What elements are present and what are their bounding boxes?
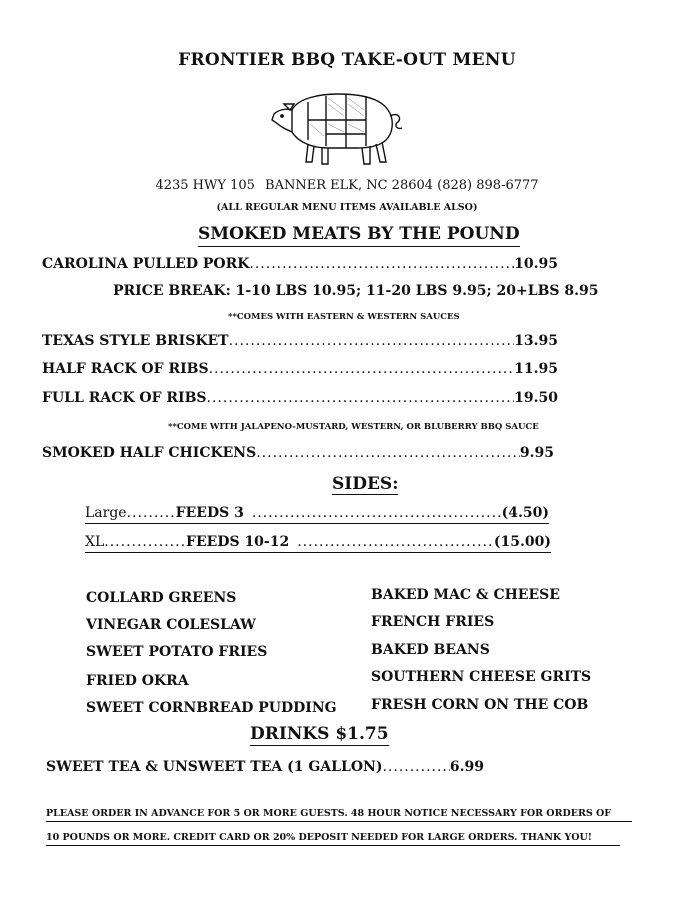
leader-dots [207, 390, 515, 406]
item-price: 19.50 [514, 390, 558, 406]
street-address: 4235 HWY 105 [155, 178, 255, 193]
drinks-heading: DRINKS $1.75 [250, 724, 389, 744]
item-half-rack [42, 361, 558, 377]
item-full-rack [42, 390, 558, 406]
item-pulled-pork [42, 256, 558, 272]
leader-dots [229, 333, 515, 349]
leader-dots [297, 534, 494, 550]
size-xl: XL ............... FEEDS 10-12 ..... (15.00) [85, 534, 551, 553]
leader-dots [256, 445, 520, 461]
size-feeds: FEEDS 10-12 [186, 534, 290, 550]
item-name: SWEET TEA & UNSWEET TEA (1 GALLON) [46, 759, 383, 775]
item-half-chickens [42, 445, 554, 461]
sides-heading [332, 474, 398, 494]
side-item: COLLARD GREENS [86, 590, 237, 606]
size-price: (15.00) [493, 534, 551, 550]
item-price: 13.95 [514, 333, 558, 349]
address-line [0, 178, 694, 193]
sides-heading-text: SIDES: [332, 474, 399, 494]
pig-butcher-cuts-icon [268, 80, 408, 168]
side-item: SWEET CORNBREAD PUDDING [86, 700, 337, 716]
size-large: Large ......... FEEDS 3 ..... (4.50) [85, 505, 549, 524]
item-tea [46, 759, 484, 775]
item-price: 10.95 [514, 256, 558, 272]
size-price: (4.50) [501, 505, 549, 521]
item-name: SMOKED HALF CHICKENS [42, 445, 257, 461]
leader-dots [249, 256, 514, 272]
footer-notice-line-1: PLEASE ORDER IN ADVANCE FOR 5 OR MORE GUESTS. 48 HOUR NOTICE NECESSARY FOR ORDERS OF [46, 808, 632, 822]
side-item: FRENCH FRIES [371, 614, 495, 630]
price-break: PRICE BREAK: 1-10 LBS 10.95; 11-20 LBS 9.95; 20+LBS 8.95 [113, 283, 599, 299]
leader-dots [382, 759, 449, 775]
item-brisket [42, 333, 558, 349]
smoked-meats-heading: SMOKED MEATS BY THE POUND [198, 224, 520, 247]
side-item: FRIED OKRA [86, 673, 189, 689]
item-name: TEXAS STYLE BRISKET [42, 333, 229, 349]
leader-dots [209, 361, 515, 377]
leader-dots [252, 505, 502, 521]
item-price: 11.95 [514, 361, 558, 377]
regular-menu-note: (ALL REGULAR MENU ITEMS AVAILABLE ALSO) [216, 202, 478, 213]
size-label: XL [85, 534, 105, 550]
item-name: HALF RACK OF RIBS [42, 361, 209, 377]
city-phone: BANNER ELK, NC 28604 (828) 898-6777 [265, 178, 539, 193]
sauce-note-ribs: **COME WITH JALAPENO-MUSTARD, WESTERN, OR BLUBERRY BBQ SAUCE [168, 422, 539, 432]
size-feeds: FEEDS 3 [175, 505, 244, 521]
side-item: BAKED BEANS [371, 642, 490, 658]
sauce-note-eastern-western: **COMES WITH EASTERN & WESTERN SAUCES [228, 312, 460, 322]
side-item: FRESH CORN ON THE COB [371, 697, 589, 713]
item-price: 6.99 [449, 759, 484, 775]
size-label: Large [85, 505, 127, 521]
side-item: SOUTHERN CHEESE GRITS [371, 669, 592, 685]
side-item: SWEET POTATO FRIES [86, 644, 268, 660]
item-price: 9.95 [519, 445, 554, 461]
menu-title: FRONTIER BBQ TAKE-OUT MENU [178, 50, 516, 70]
item-name: FULL RACK OF RIBS [42, 390, 207, 406]
footer-notice-line-2: 10 POUNDS OR MORE. CREDIT CARD OR 20% DEPOSIT NEEDED FOR LARGE ORDERS. THANK YOU! [46, 832, 620, 846]
side-item: BAKED MAC & CHEESE [371, 587, 560, 603]
side-item: VINEGAR COLESLAW [86, 617, 256, 633]
item-name: CAROLINA PULLED PORK [42, 256, 250, 272]
